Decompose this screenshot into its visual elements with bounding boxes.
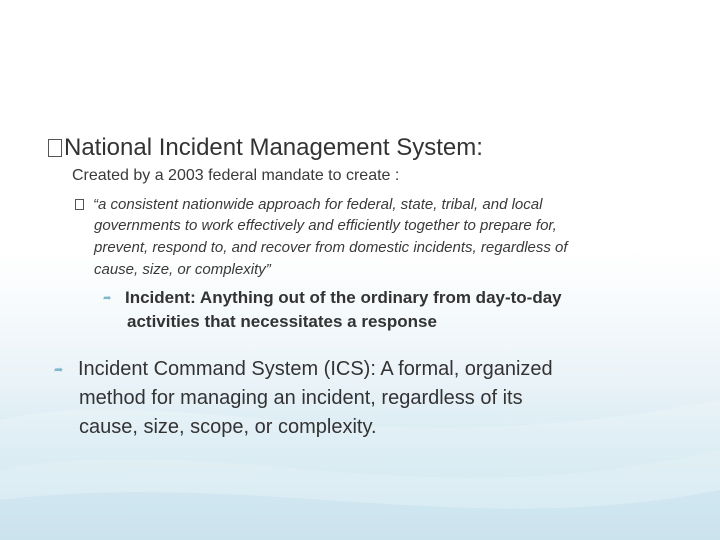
incident-definition-line-1	[103, 288, 562, 308]
missing-glyph-box-icon	[48, 139, 62, 157]
ics-definition-line-1	[54, 358, 553, 381]
curved-arrow-bullet-icon: ➦	[103, 293, 112, 304]
curved-arrow-bullet-icon: ➦	[54, 364, 64, 376]
ics-definition-line-3: cause, size, scope, or complexity.	[79, 416, 377, 438]
quote-line-4: cause, size, or complexity”	[94, 261, 271, 278]
quote-line-1-text: “a consistent nationwide approach for federal, state, tribal, and local	[93, 196, 543, 213]
ics-term: Incident Command System (ICS)	[78, 358, 371, 380]
incident-line-1-text: Incident: Anything out of the ordinary from day-to-day	[125, 288, 562, 307]
incident-definition-line-2: activities that necessitates a response	[127, 312, 437, 331]
ics-definition-line-2: method for managing an incident, regardless of its	[79, 387, 523, 409]
created-by-line: Created by a 2003 federal mandate to create :	[72, 167, 400, 184]
missing-glyph-box-icon	[75, 199, 84, 210]
slide-heading	[48, 134, 483, 162]
quote-line-1	[75, 196, 542, 213]
quote-line-3: prevent, respond to, and recover from domestic incidents, regardless of	[94, 239, 568, 256]
heading-text: National Incident Management System:	[64, 134, 483, 161]
quote-line-2: governments to work effectively and efficiently together to prepare for,	[94, 217, 557, 234]
ics-definition-start: : A formal, organized	[370, 358, 553, 380]
